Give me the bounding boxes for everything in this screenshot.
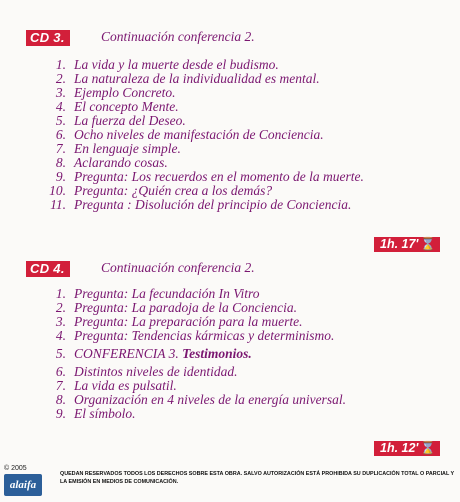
track-number: 4. <box>55 99 66 114</box>
track-title: La naturaleza de la individualidad es mental. <box>74 71 320 86</box>
cd4-title: Continuación conferencia 2. <box>101 260 255 275</box>
hourglass-icon: ⌛ <box>420 237 436 251</box>
hourglass-icon: ⌛ <box>420 441 436 455</box>
track-title: CONFERENCIA 3. <box>74 346 179 361</box>
track-title: Pregunta: La fecundación In Vitro <box>74 286 260 301</box>
track-title: La vida y la muerte desde el budismo. <box>74 57 279 72</box>
track-item <box>40 392 346 407</box>
track-number: 8. <box>55 392 66 407</box>
track-title: Ejemplo Concreto. <box>74 85 176 100</box>
track-item <box>40 378 177 393</box>
track-number: 9. <box>55 169 66 184</box>
track-item <box>40 314 302 329</box>
track-item <box>40 57 279 72</box>
track-title: En lenguaje simple. <box>74 141 181 156</box>
track-number: 7. <box>55 378 66 393</box>
track-title: Pregunta : Disolución del principio de Conciencia. <box>74 197 352 212</box>
track-item <box>40 85 175 100</box>
track-title-bold: Testimonios. <box>182 346 252 361</box>
track-title: Pregunta: ¿Quién crea a los demás? <box>74 183 273 198</box>
track-title: Pregunta: Los recuerdos en el momento de la muerte. <box>74 169 364 184</box>
copyright-text: © 2005 <box>4 465 27 472</box>
track-item <box>40 155 168 170</box>
cd4-duration-badge <box>374 441 440 456</box>
track-number: 6. <box>55 364 66 379</box>
track-title: La fuerza del Deseo. <box>74 113 186 128</box>
track-number: 10. <box>49 183 66 198</box>
track-number: 9. <box>55 406 66 421</box>
track-title: Aclarando cosas. <box>74 155 168 170</box>
cd3-badge: CD 3. <box>26 30 70 46</box>
cd4-duration: 1h. 12' <box>380 441 419 455</box>
track-item <box>40 197 351 212</box>
track-number: 2. <box>55 71 66 86</box>
track-item <box>40 328 334 343</box>
track-item <box>40 113 186 128</box>
publisher-logo <box>4 474 42 496</box>
track-item <box>40 127 324 142</box>
track-title: El concepto Mente. <box>74 99 179 114</box>
track-item <box>40 346 252 361</box>
track-title: El símbolo. <box>74 406 136 421</box>
track-item <box>40 71 320 86</box>
track-item <box>40 300 297 315</box>
track-number: 4. <box>55 328 66 343</box>
track-number: 7. <box>55 141 66 156</box>
track-title: Organización en 4 niveles de la energía universal. <box>74 392 346 407</box>
logo-text: alaifa <box>9 479 37 491</box>
track-item <box>40 183 272 198</box>
track-title: La vida es pulsatil. <box>74 378 177 393</box>
track-title: Ocho niveles de manifestación de Conciencia. <box>74 127 324 142</box>
track-number: 6. <box>55 127 66 142</box>
track-item <box>40 364 237 379</box>
track-item <box>40 169 364 184</box>
track-item <box>40 141 181 156</box>
track-number: 1. <box>55 57 66 72</box>
track-title: Pregunta: La paradoja de la Conciencia. <box>74 300 297 315</box>
track-item <box>40 406 136 421</box>
track-number: 3. <box>55 314 66 329</box>
track-number: 5. <box>55 113 66 128</box>
track-item <box>40 99 179 114</box>
cd3-duration: 1h. 17' <box>380 237 419 251</box>
legal-notice: QUEDAN RESERVADOS TODOS LOS DERECHOS SOBRE ESTA OBRA. SALVO AUTORIZACIÓN ESTÁ PROHIBIDA SU DUPLICACIÓN TOTAL O PARCIAL Y LA EMISIÓN EN MEDIOS DE COMUNICACIÓN. <box>60 471 455 485</box>
track-number: 1. <box>55 286 66 301</box>
track-number: 3. <box>55 85 66 100</box>
track-title: Pregunta: Tendencias kármicas y determinismo. <box>74 328 335 343</box>
track-item <box>40 286 259 301</box>
track-number: 11. <box>50 197 66 212</box>
track-number: 8. <box>55 155 66 170</box>
track-number: 2. <box>55 300 66 315</box>
track-number: 5. <box>55 346 66 361</box>
cd3-title: Continuación conferencia 2. <box>101 29 255 44</box>
cd4-badge: CD 4. <box>26 261 70 277</box>
cd3-duration-badge <box>374 237 440 252</box>
track-title: Distintos niveles de identidad. <box>74 364 238 379</box>
track-title: Pregunta: La preparación para la muerte. <box>74 314 303 329</box>
